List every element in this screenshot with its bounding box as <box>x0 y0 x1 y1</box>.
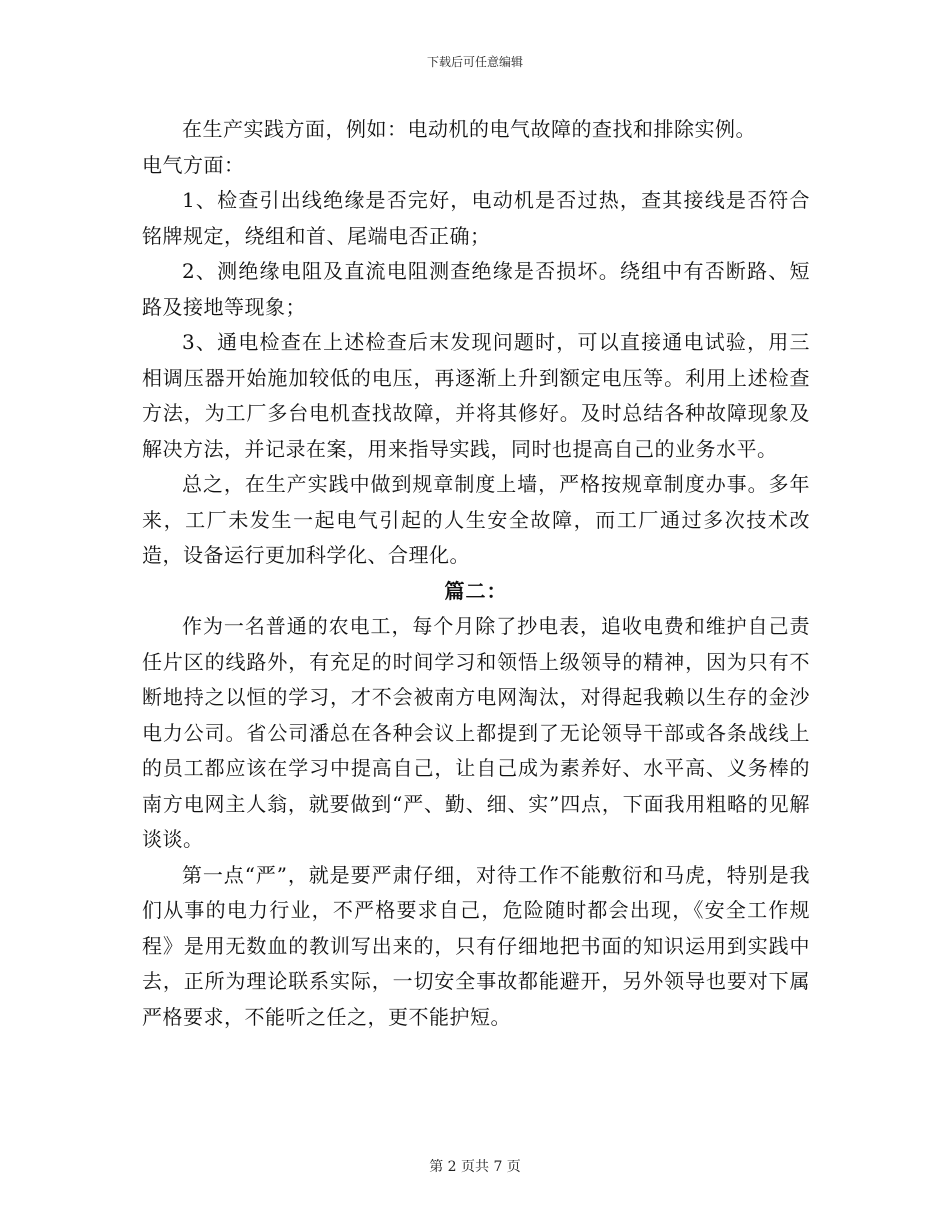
paragraph-step-3: 3、通电检查在上述检查后末发现问题时，可以直接通电试验，用三相调压器开始施加较低的电压，再逐渐上升到额定电压等。利用上述检查方法，为工厂多台电机查找故障，并将其修好。及时总结各种故障现象及解决方法，并记录在案，用来指导实践，同时也提高自己的业务水平。 <box>142 330 810 461</box>
page-number: 第 2 页共 7 页 <box>429 1159 521 1175</box>
document-body <box>142 112 810 1035</box>
paragraph-step-2: 2、测绝缘电阻及直流电阻测查绝缘是否损坏。绕组中有否断路、短路及接地等现象； <box>142 259 810 319</box>
paragraph-point-strict: 第一点“严”，就是要严肃仔细，对待工作不能敷衍和马虎，特别是我们从事的电力行业，不严格要求自己，危险随时都会出现，《安全工作规程》是用无数血的教训写出来的，只有仔细地把书面的知识运用到实践中去，正所为理论联系实际，一切安全事故都能避开，另外领导也要对下属严格要求，不能听之任之，更不能护短。 <box>142 862 810 1029</box>
section-title: 篇二： <box>444 578 508 603</box>
page-header: 下载后可任意编辑 <box>426 55 523 69</box>
paragraph-intro: 在生产实践方面，例如：电动机的电气故障的查找和排除实例。 <box>182 117 756 141</box>
paragraph-step-1: 1、检查引出线绝缘是否完好，电动机是否过热，查其接线是否符合铭牌规定，绕组和首、尾端电否正确； <box>142 188 810 248</box>
paragraph-summary: 总之，在生产实践中做到规章制度上墙，严格按规章制度办事。多年来，工厂未发生一起电气引起的人生安全故障，而工厂通过多次技术改造，设备运行更加科学化、合理化。 <box>142 472 810 567</box>
paragraph-electrical-heading: 电气方面： <box>142 152 245 177</box>
paragraph-part2-intro: 作为一名普通的农电工，每个月除了抄电表，追收电费和维护自己责任片区的线路外，有充足的时间学习和领悟上级领导的精神，因为只有不断地持之以恒的学习，才不会被南方电网淘汰，对得起我赖以生存的金沙电力公司。省公司潘总在各种会议上都提到了无论领导干部或各条战线上的员工都应该在学习中提高自己，让自己成为素养好、水平高、义务棒的南方电网主人翁，就要做到“严、勤、细、实”四点，下面我用粗略的见解谈谈。 <box>142 614 810 851</box>
